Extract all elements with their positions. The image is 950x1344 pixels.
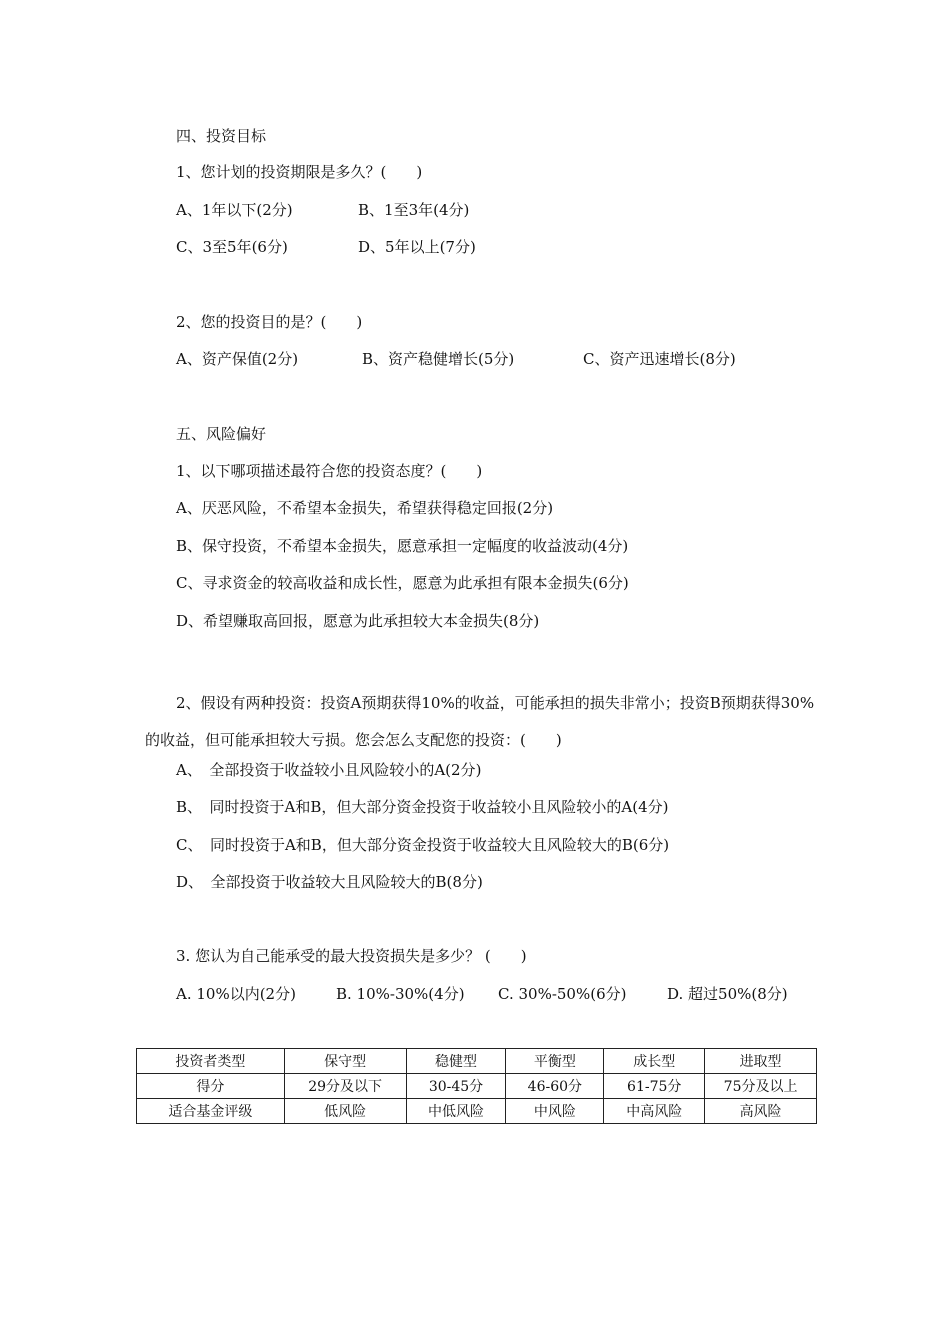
option-5-1-d: D、希望赚取高回报，愿意为此承担较大本金损失(8分) — [176, 612, 540, 630]
option-4-1-b: B、1至3年(4分) — [358, 201, 470, 219]
table-row — [137, 1099, 817, 1124]
option-4-1-d: D、5年以上(7分) — [358, 238, 476, 256]
option-4-2-b: B、资产稳健增长(5分) — [362, 350, 515, 368]
option-4-1-c: C、3至5年(6分) — [176, 238, 288, 256]
option-5-2-a: A、 全部投资于收益较小且风险较小的A(2分) — [176, 761, 482, 779]
table-cell: 中风险 — [506, 1099, 604, 1124]
option-5-2-c: C、 同时投资于A和B，但大部分资金投资于收益较大且风险较大的B(6分) — [176, 836, 670, 854]
table-cell: 高风险 — [705, 1099, 817, 1124]
table-cell: 29分及以下 — [284, 1074, 406, 1099]
option-4-1-a: A、1年以下(2分) — [176, 201, 293, 219]
section-5-title: 五、风险偏好 — [176, 425, 267, 443]
table-cell: 46-60分 — [506, 1074, 604, 1099]
table-cell: 得分 — [137, 1074, 285, 1099]
question-5-1: 1、以下哪项描述最符合您的投资态度？( ) — [176, 462, 483, 480]
option-5-3-c: C. 30%-50%(6分) — [498, 985, 627, 1003]
option-5-2-b: B、 同时投资于A和B，但大部分资金投资于收益较小且风险较小的A(4分) — [176, 798, 669, 816]
option-4-2-a: A、资产保值(2分) — [176, 350, 299, 368]
option-5-3-a: A. 10%以内(2分) — [176, 985, 296, 1003]
table-cell: 中低风险 — [406, 1099, 506, 1124]
question-4-1: 1、您计划的投资期限是多久？( ) — [176, 163, 423, 181]
table-cell: 75分及以上 — [705, 1074, 817, 1099]
table-cell: 61-75分 — [604, 1074, 705, 1099]
question-5-2: 2、假设有两种投资：投资A预期获得10%的收益，可能承担的损失非常小；投资B预期获得30%的收益，但可能承担较大亏损。您会怎么支配您的投资：( ) — [145, 694, 815, 749]
section-4-title: 四、投资目标 — [176, 127, 267, 145]
table-cell: 30-45分 — [406, 1074, 506, 1099]
table-cell: 中高风险 — [604, 1099, 705, 1124]
table-header-row — [137, 1049, 817, 1074]
option-5-1-b: B、保守投资，不希望本金损失，愿意承担一定幅度的收益波动(4分) — [176, 537, 629, 555]
option-5-3-d: D. 超过50%(8分) — [667, 985, 788, 1003]
table-cell: 适合基金评级 — [137, 1099, 285, 1124]
table-header-cell: 进取型 — [705, 1049, 817, 1074]
option-5-2-d: D、 全部投资于收益较大且风险较大的B(8分) — [176, 873, 483, 891]
option-5-3-b: B. 10%-30%(4分) — [336, 985, 465, 1003]
table-header-cell: 成长型 — [604, 1049, 705, 1074]
question-5-3: 3. 您认为自己能承受的最大投资损失是多少？ ( ) — [176, 947, 527, 965]
table-cell: 低风险 — [284, 1099, 406, 1124]
option-4-2-c: C、资产迅速增长(8分) — [583, 350, 736, 368]
table-row — [137, 1074, 817, 1099]
investor-type-table — [136, 1048, 817, 1124]
question-4-2: 2、您的投资目的是？( ) — [176, 313, 363, 331]
table-header-cell: 投资者类型 — [137, 1049, 285, 1074]
table-header-cell: 保守型 — [284, 1049, 406, 1074]
table-header-cell: 稳健型 — [406, 1049, 506, 1074]
table-header-cell: 平衡型 — [506, 1049, 604, 1074]
option-5-1-c: C、寻求资金的较高收益和成长性，愿意为此承担有限本金损失(6分) — [176, 574, 629, 592]
option-5-1-a: A、厌恶风险，不希望本金损失，希望获得稳定回报(2分) — [176, 499, 554, 517]
